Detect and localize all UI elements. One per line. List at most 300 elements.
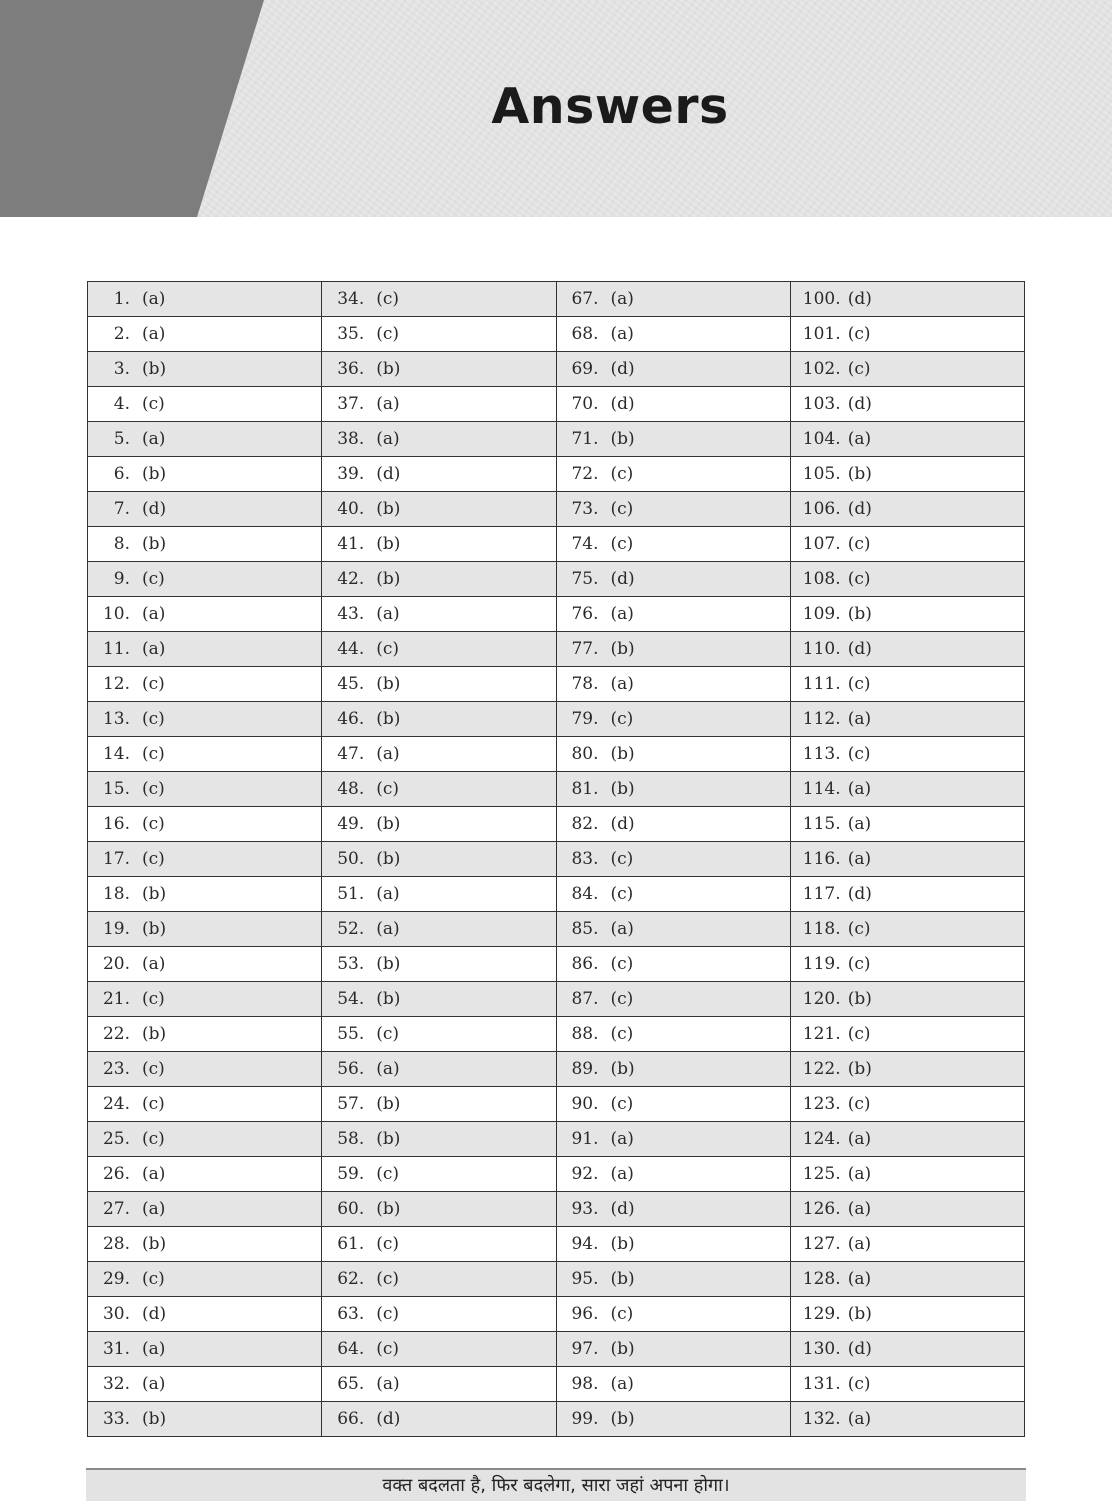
answer-option: (b) [376,1199,401,1219]
answer-option: (c) [376,1024,400,1044]
answer-cell [322,597,556,632]
question-number: 11. [102,639,130,659]
answer-cell [88,947,322,982]
question-number: 111. [802,674,841,694]
question-number: 32. [102,1374,130,1394]
answer-option: (a) [142,954,166,974]
answer-cell [790,1017,1024,1052]
question-number: 55. [337,1024,365,1044]
question-number: 39. [337,464,365,484]
table-row [88,667,1025,702]
answer-cell [556,562,790,597]
question-number: 40. [337,499,365,519]
question-number: 16. [102,814,130,834]
answer-option: (b) [376,674,401,694]
question-number: 132. [802,1409,841,1429]
answer-option: (b) [847,989,872,1009]
answer-cell [88,352,322,387]
answer-option: (b) [376,849,401,869]
question-number: 59. [337,1164,365,1184]
question-number: 106. [802,499,841,519]
answer-cell [556,1227,790,1262]
question-number: 83. [571,849,599,869]
question-number: 14. [102,744,130,764]
answer-cell [88,807,322,842]
answer-option: (a) [376,394,400,414]
answer-cell [790,1262,1024,1297]
question-number: 105. [802,464,841,484]
question-number: 121. [802,1024,841,1044]
answer-cell [322,702,556,737]
question-number: 113. [802,744,841,764]
answer-cell [790,1052,1024,1087]
answer-option: (a) [142,1374,166,1394]
answer-cell [556,1052,790,1087]
answer-option: (c) [142,569,165,589]
answer-option: (a) [847,1129,872,1149]
answer-cell [88,527,322,562]
answer-option: (a) [610,1374,634,1394]
answer-cell [88,842,322,877]
question-number: 33. [102,1409,130,1429]
answer-option: (c) [142,709,165,729]
question-number: 87. [571,989,599,1009]
question-number: 42. [337,569,365,589]
answer-option: (d) [142,1304,167,1324]
answer-cell [322,527,556,562]
question-number: 77. [571,639,599,659]
answer-option: (a) [847,1199,872,1219]
answer-cell [556,492,790,527]
question-number: 25. [102,1129,130,1149]
answer-cell [322,667,556,702]
table-row [88,282,1025,317]
answer-cell [790,807,1024,842]
question-number: 56. [337,1059,365,1079]
question-number: 10. [102,604,130,624]
question-number: 98. [571,1374,599,1394]
question-number: 71. [571,429,599,449]
answer-cell [790,877,1024,912]
answer-option: (b) [142,884,167,904]
question-number: 96. [571,1304,599,1324]
answer-option: (d) [376,1409,401,1429]
table-row [88,1227,1025,1262]
question-number: 53. [337,954,365,974]
answer-cell [790,912,1024,947]
answer-cell [322,1332,556,1367]
answer-option: (d) [847,394,872,414]
question-number: 18. [102,884,130,904]
answer-cell [556,1402,790,1437]
table-row [88,1087,1025,1122]
answer-option: (b) [142,1409,167,1429]
table-row [88,912,1025,947]
table-row [88,422,1025,457]
answer-option: (c) [376,1234,400,1254]
question-number: 131. [802,1374,841,1394]
answer-cell [790,772,1024,807]
answer-cell [322,1017,556,1052]
answer-option: (c) [610,1094,634,1114]
answer-cell [88,1332,322,1367]
question-number: 50. [337,849,365,869]
answer-option: (d) [610,359,635,379]
answer-cell [790,527,1024,562]
answer-option: (b) [376,989,401,1009]
question-number: 75. [571,569,599,589]
question-number: 72. [571,464,599,484]
answer-cell [88,387,322,422]
question-number: 82. [571,814,599,834]
answer-cell [790,702,1024,737]
answer-cell [88,632,322,667]
question-number: 27. [102,1199,130,1219]
question-number: 9. [113,569,130,589]
answer-cell [88,1087,322,1122]
question-number: 19. [102,919,130,939]
answer-cell [790,1332,1024,1367]
answer-cell [322,982,556,1017]
question-number: 94. [571,1234,599,1254]
answer-option: (b) [847,464,872,484]
answer-option: (c) [376,639,400,659]
question-number: 97. [571,1339,599,1359]
answer-cell [556,1332,790,1367]
answer-option: (c) [376,1304,400,1324]
answer-cell [322,947,556,982]
answer-option: (c) [847,534,871,554]
answer-cell [88,1157,322,1192]
answer-option: (c) [142,814,165,834]
question-number: 38. [337,429,365,449]
question-number: 68. [571,324,599,344]
answer-option: (b) [376,1129,401,1149]
question-number: 90. [571,1094,599,1114]
answer-cell [88,1262,322,1297]
question-number: 22. [102,1024,130,1044]
answer-option: (b) [376,954,401,974]
answer-option: (b) [142,359,167,379]
answer-option: (a) [376,884,400,904]
question-number: 49. [337,814,365,834]
answer-option: (c) [610,989,634,1009]
answer-cell [556,1087,790,1122]
question-number: 52. [337,919,365,939]
header-banner [0,0,1112,217]
answer-option: (b) [610,1409,635,1429]
question-number: 120. [802,989,841,1009]
answer-cell [790,1227,1024,1262]
answer-option: (a) [847,1409,872,1429]
answer-option: (a) [142,429,166,449]
answer-option: (d) [610,394,635,414]
answer-cell [556,1157,790,1192]
question-number: 64. [337,1339,365,1359]
question-number: 130. [802,1339,841,1359]
question-number: 80. [571,744,599,764]
table-row [88,982,1025,1017]
answer-option: (b) [376,499,401,519]
answer-cell [322,562,556,597]
answer-option: (b) [376,709,401,729]
answer-option: (c) [847,674,871,694]
answer-cell [322,457,556,492]
answer-cell [322,737,556,772]
answer-cell [322,772,556,807]
answer-option: (c) [376,324,400,344]
question-number: 41. [337,534,365,554]
answer-option: (c) [847,954,871,974]
answer-option: (a) [847,779,872,799]
question-number: 47. [337,744,365,764]
table-row [88,1157,1025,1192]
table-row [88,457,1025,492]
answer-cell [556,1017,790,1052]
question-number: 8. [113,534,130,554]
answer-cell [556,387,790,422]
answer-option: (c) [142,394,165,414]
answer-cell [790,667,1024,702]
answer-option: (c) [142,1269,165,1289]
question-number: 63. [337,1304,365,1324]
answer-cell [556,667,790,702]
question-number: 12. [102,674,130,694]
answer-option: (c) [142,1059,165,1079]
answer-cell [790,492,1024,527]
answer-cell [322,1087,556,1122]
answer-option: (b) [142,464,167,484]
answer-option: (b) [610,639,635,659]
question-number: 102. [802,359,841,379]
question-number: 88. [571,1024,599,1044]
question-number: 85. [571,919,599,939]
table-row [88,562,1025,597]
answer-cell [88,702,322,737]
question-number: 23. [102,1059,130,1079]
answer-cell [556,877,790,912]
answer-option: (b) [610,1269,635,1289]
answer-cell [556,527,790,562]
question-number: 116. [802,849,841,869]
answer-option: (a) [610,1164,634,1184]
answer-option: (c) [610,1024,634,1044]
answer-cell [322,1227,556,1262]
answer-cell [322,317,556,352]
answer-option: (c) [847,324,871,344]
question-number: 110. [802,639,841,659]
answer-cell [556,1122,790,1157]
question-number: 65. [337,1374,365,1394]
answer-cell [88,982,322,1017]
answer-option: (a) [847,1164,872,1184]
question-number: 44. [337,639,365,659]
question-number: 125. [802,1164,841,1184]
question-number: 17. [102,849,130,869]
question-number: 1. [113,289,130,309]
question-number: 15. [102,779,130,799]
question-number: 114. [802,779,841,799]
answer-cell [790,422,1024,457]
answer-option: (a) [376,1374,400,1394]
table-row [88,1052,1025,1087]
answer-cell [88,772,322,807]
answer-cell [88,737,322,772]
answer-cell [790,1157,1024,1192]
answer-cell [790,1402,1024,1437]
answer-option: (c) [847,919,871,939]
answer-cell [556,597,790,632]
answer-cell [790,1192,1024,1227]
question-number: 123. [802,1094,841,1114]
answer-option: (c) [847,569,871,589]
question-number: 78. [571,674,599,694]
answer-cell [556,317,790,352]
answer-cell [322,387,556,422]
question-number: 24. [102,1094,130,1114]
table-row [88,632,1025,667]
answer-cell [790,597,1024,632]
question-number: 6. [113,464,130,484]
question-number: 108. [802,569,841,589]
answer-cell [88,1122,322,1157]
answer-option: (c) [142,744,165,764]
answer-option: (a) [610,604,634,624]
answer-option: (a) [142,1164,166,1184]
question-number: 54. [337,989,365,1009]
table-row [88,1262,1025,1297]
answer-option: (c) [610,534,634,554]
question-number: 7. [113,499,130,519]
answer-option: (c) [610,884,634,904]
answer-option: (d) [847,1339,872,1359]
answer-option: (c) [142,1129,165,1149]
answer-option: (c) [847,1024,871,1044]
question-number: 112. [802,709,841,729]
question-number: 2. [113,324,130,344]
answer-cell [88,912,322,947]
answer-cell [556,702,790,737]
table-row [88,842,1025,877]
answer-cell [88,562,322,597]
question-number: 21. [102,989,130,1009]
answer-option: (a) [847,814,872,834]
answer-option: (c) [142,779,165,799]
answer-option: (c) [610,499,634,519]
answer-cell [322,492,556,527]
answer-option: (c) [847,744,871,764]
table-row [88,1122,1025,1157]
question-number: 109. [802,604,841,624]
answer-cell [790,632,1024,667]
table-row [88,1297,1025,1332]
question-number: 5. [113,429,130,449]
question-number: 36. [337,359,365,379]
answer-option: (c) [142,849,165,869]
table-row [88,947,1025,982]
answer-cell [790,387,1024,422]
answer-option: (c) [610,709,634,729]
answer-option: (a) [376,919,400,939]
answer-option: (b) [610,429,635,449]
answer-cell [556,737,790,772]
answer-option: (b) [610,744,635,764]
question-number: 28. [102,1234,130,1254]
table-row [88,737,1025,772]
answer-option: (d) [610,814,635,834]
answer-cell [790,317,1024,352]
question-number: 127. [802,1234,841,1254]
answer-option: (c) [142,1094,165,1114]
answer-option: (b) [376,359,401,379]
answer-cell [790,282,1024,317]
table-row [88,772,1025,807]
table-row [88,597,1025,632]
answer-option: (b) [610,779,635,799]
answer-option: (a) [142,289,166,309]
answer-cell [790,1087,1024,1122]
answer-option: (b) [610,1234,635,1254]
answer-cell [322,632,556,667]
answer-cell [556,1367,790,1402]
answer-cell [88,667,322,702]
answer-option: (c) [847,359,871,379]
question-number: 84. [571,884,599,904]
answer-option: (d) [142,499,167,519]
question-number: 117. [802,884,841,904]
question-number: 67. [571,289,599,309]
table-row [88,1402,1025,1437]
answer-option: (d) [847,639,872,659]
answer-cell [322,422,556,457]
question-number: 118. [802,919,841,939]
answer-option: (a) [610,1129,634,1149]
answer-option: (b) [142,534,167,554]
answer-cell [88,597,322,632]
answer-cell [322,1402,556,1437]
question-number: 103. [802,394,841,414]
question-number: 124. [802,1129,841,1149]
question-number: 126. [802,1199,841,1219]
answer-option: (b) [376,1094,401,1114]
answer-cell [790,457,1024,492]
answer-cell [88,877,322,912]
answer-option: (a) [142,604,166,624]
answer-option: (c) [376,1164,400,1184]
answer-option: (b) [847,1059,872,1079]
question-number: 66. [337,1409,365,1429]
answer-cell [88,1227,322,1262]
answer-cell [88,1297,322,1332]
answer-cell [556,422,790,457]
question-number: 48. [337,779,365,799]
question-number: 46. [337,709,365,729]
answer-cell [322,912,556,947]
question-number: 100. [802,289,841,309]
question-number: 4. [113,394,130,414]
answer-cell [790,1367,1024,1402]
answer-option: (c) [142,989,165,1009]
answer-option: (a) [376,429,400,449]
answer-cell [556,912,790,947]
answer-cell [556,807,790,842]
answer-cell [790,562,1024,597]
question-number: 43. [337,604,365,624]
question-number: 31. [102,1339,130,1359]
answer-cell [790,1297,1024,1332]
question-number: 13. [102,709,130,729]
answer-cell [556,982,790,1017]
